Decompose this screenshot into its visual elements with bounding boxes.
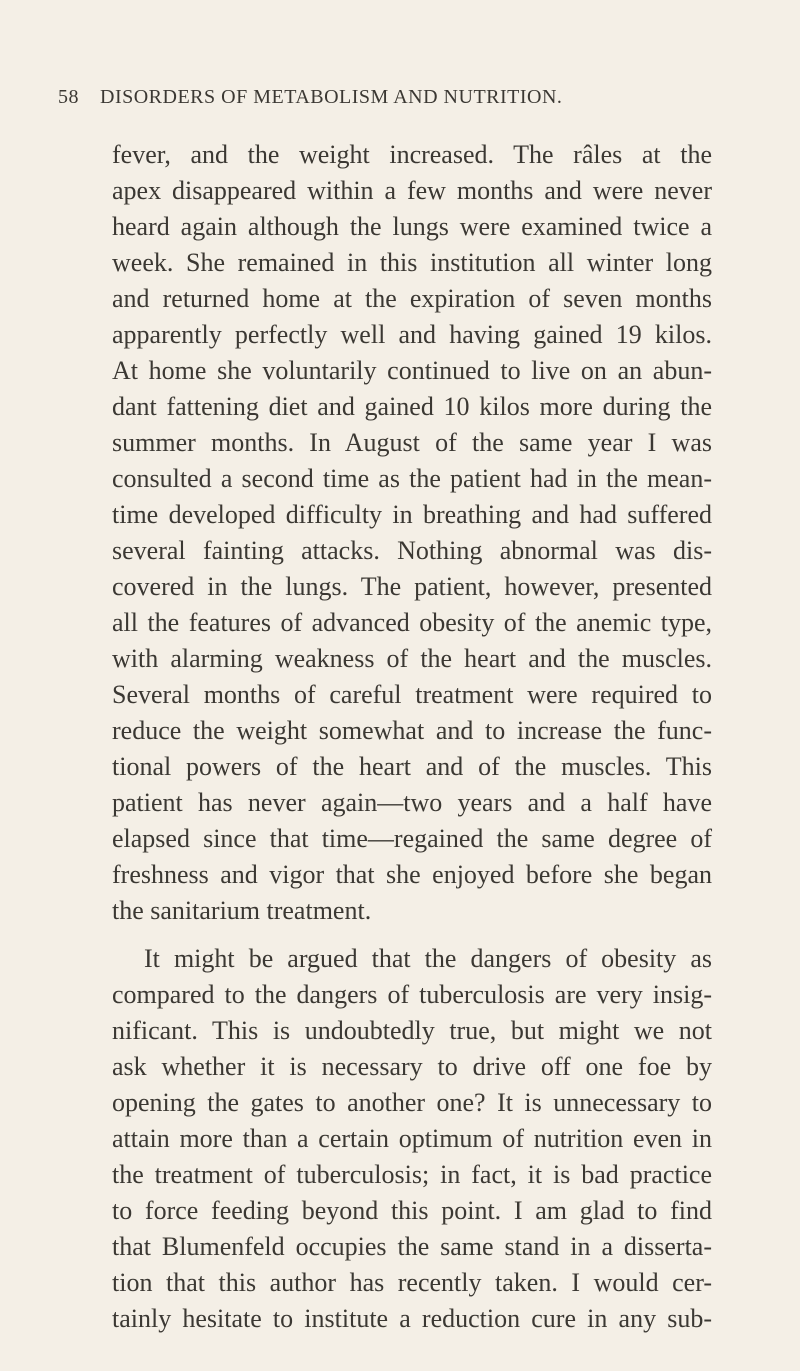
page-number: 58	[58, 86, 79, 108]
text-line: dant fattening diet and gained 10 kilos more during the	[112, 392, 712, 421]
text-line: apparently perfectly well and having gained 19 kilos.	[112, 320, 712, 349]
text-line: with alarming weakness of the heart and the muscles.	[112, 644, 712, 673]
text-line: Several months of careful treatment were required to	[112, 680, 712, 709]
text-line: week. She remained in this institution all winter long	[112, 248, 712, 277]
text-line: nificant. This is undoubtedly true, but might we not	[112, 1016, 712, 1045]
text-line: At home she voluntarily continued to live on an abun-	[112, 356, 712, 385]
text-line: ask whether it is necessary to drive off one foe by	[112, 1052, 712, 1081]
text-line: fever, and the weight increased. The râles at the	[112, 140, 712, 169]
text-line: several fainting attacks. Nothing abnormal was dis-	[112, 536, 712, 565]
text-line: compared to the dangers of tuberculosis are very insig-	[112, 980, 712, 1009]
text-line: time developed difficulty in breathing and had suffered	[112, 500, 712, 529]
text-line: summer months. In August of the same year I was	[112, 428, 712, 457]
text-line: tion that this author has recently taken. I would cer-	[112, 1268, 712, 1297]
text-line: apex disappeared within a few months and were never	[112, 176, 712, 205]
text-line: tional powers of the heart and of the muscles. This	[112, 752, 712, 781]
text-line: to force feeding beyond this point. I am glad to find	[112, 1196, 712, 1225]
text-line: covered in the lungs. The patient, however, presented	[112, 572, 712, 601]
text-line: that Blumenfeld occupies the same stand in a disserta-	[112, 1232, 712, 1261]
text-line: tainly hesitate to institute a reduction cure in any sub-	[112, 1304, 712, 1333]
text-line: patient has never again—two years and a half have	[112, 788, 712, 817]
text-line: elapsed since that time—regained the same degree of	[112, 824, 712, 853]
running-head-title: DISORDERS OF METABOLISM AND NUTRITION.	[100, 86, 563, 108]
text-line: the sanitarium treatment.	[112, 896, 372, 925]
text-line: reduce the weight somewhat and to increase the func-	[112, 716, 712, 745]
text-line: It might be argued that the dangers of obesity as	[144, 944, 712, 973]
text-line: all the features of advanced obesity of the anemic type,	[112, 608, 712, 637]
text-line: and returned home at the expiration of seven months	[112, 284, 712, 313]
text-line: the treatment of tuberculosis; in fact, it is bad practice	[112, 1160, 712, 1189]
text-line: opening the gates to another one? It is unnecessary to	[112, 1088, 712, 1117]
text-line: freshness and vigor that she enjoyed before she began	[112, 860, 712, 889]
running-head	[58, 86, 718, 116]
text-line: heard again although the lungs were examined twice a	[112, 212, 712, 241]
text-line: attain more than a certain optimum of nutrition even in	[112, 1124, 712, 1153]
text-line: consulted a second time as the patient had in the mean-	[112, 464, 712, 493]
